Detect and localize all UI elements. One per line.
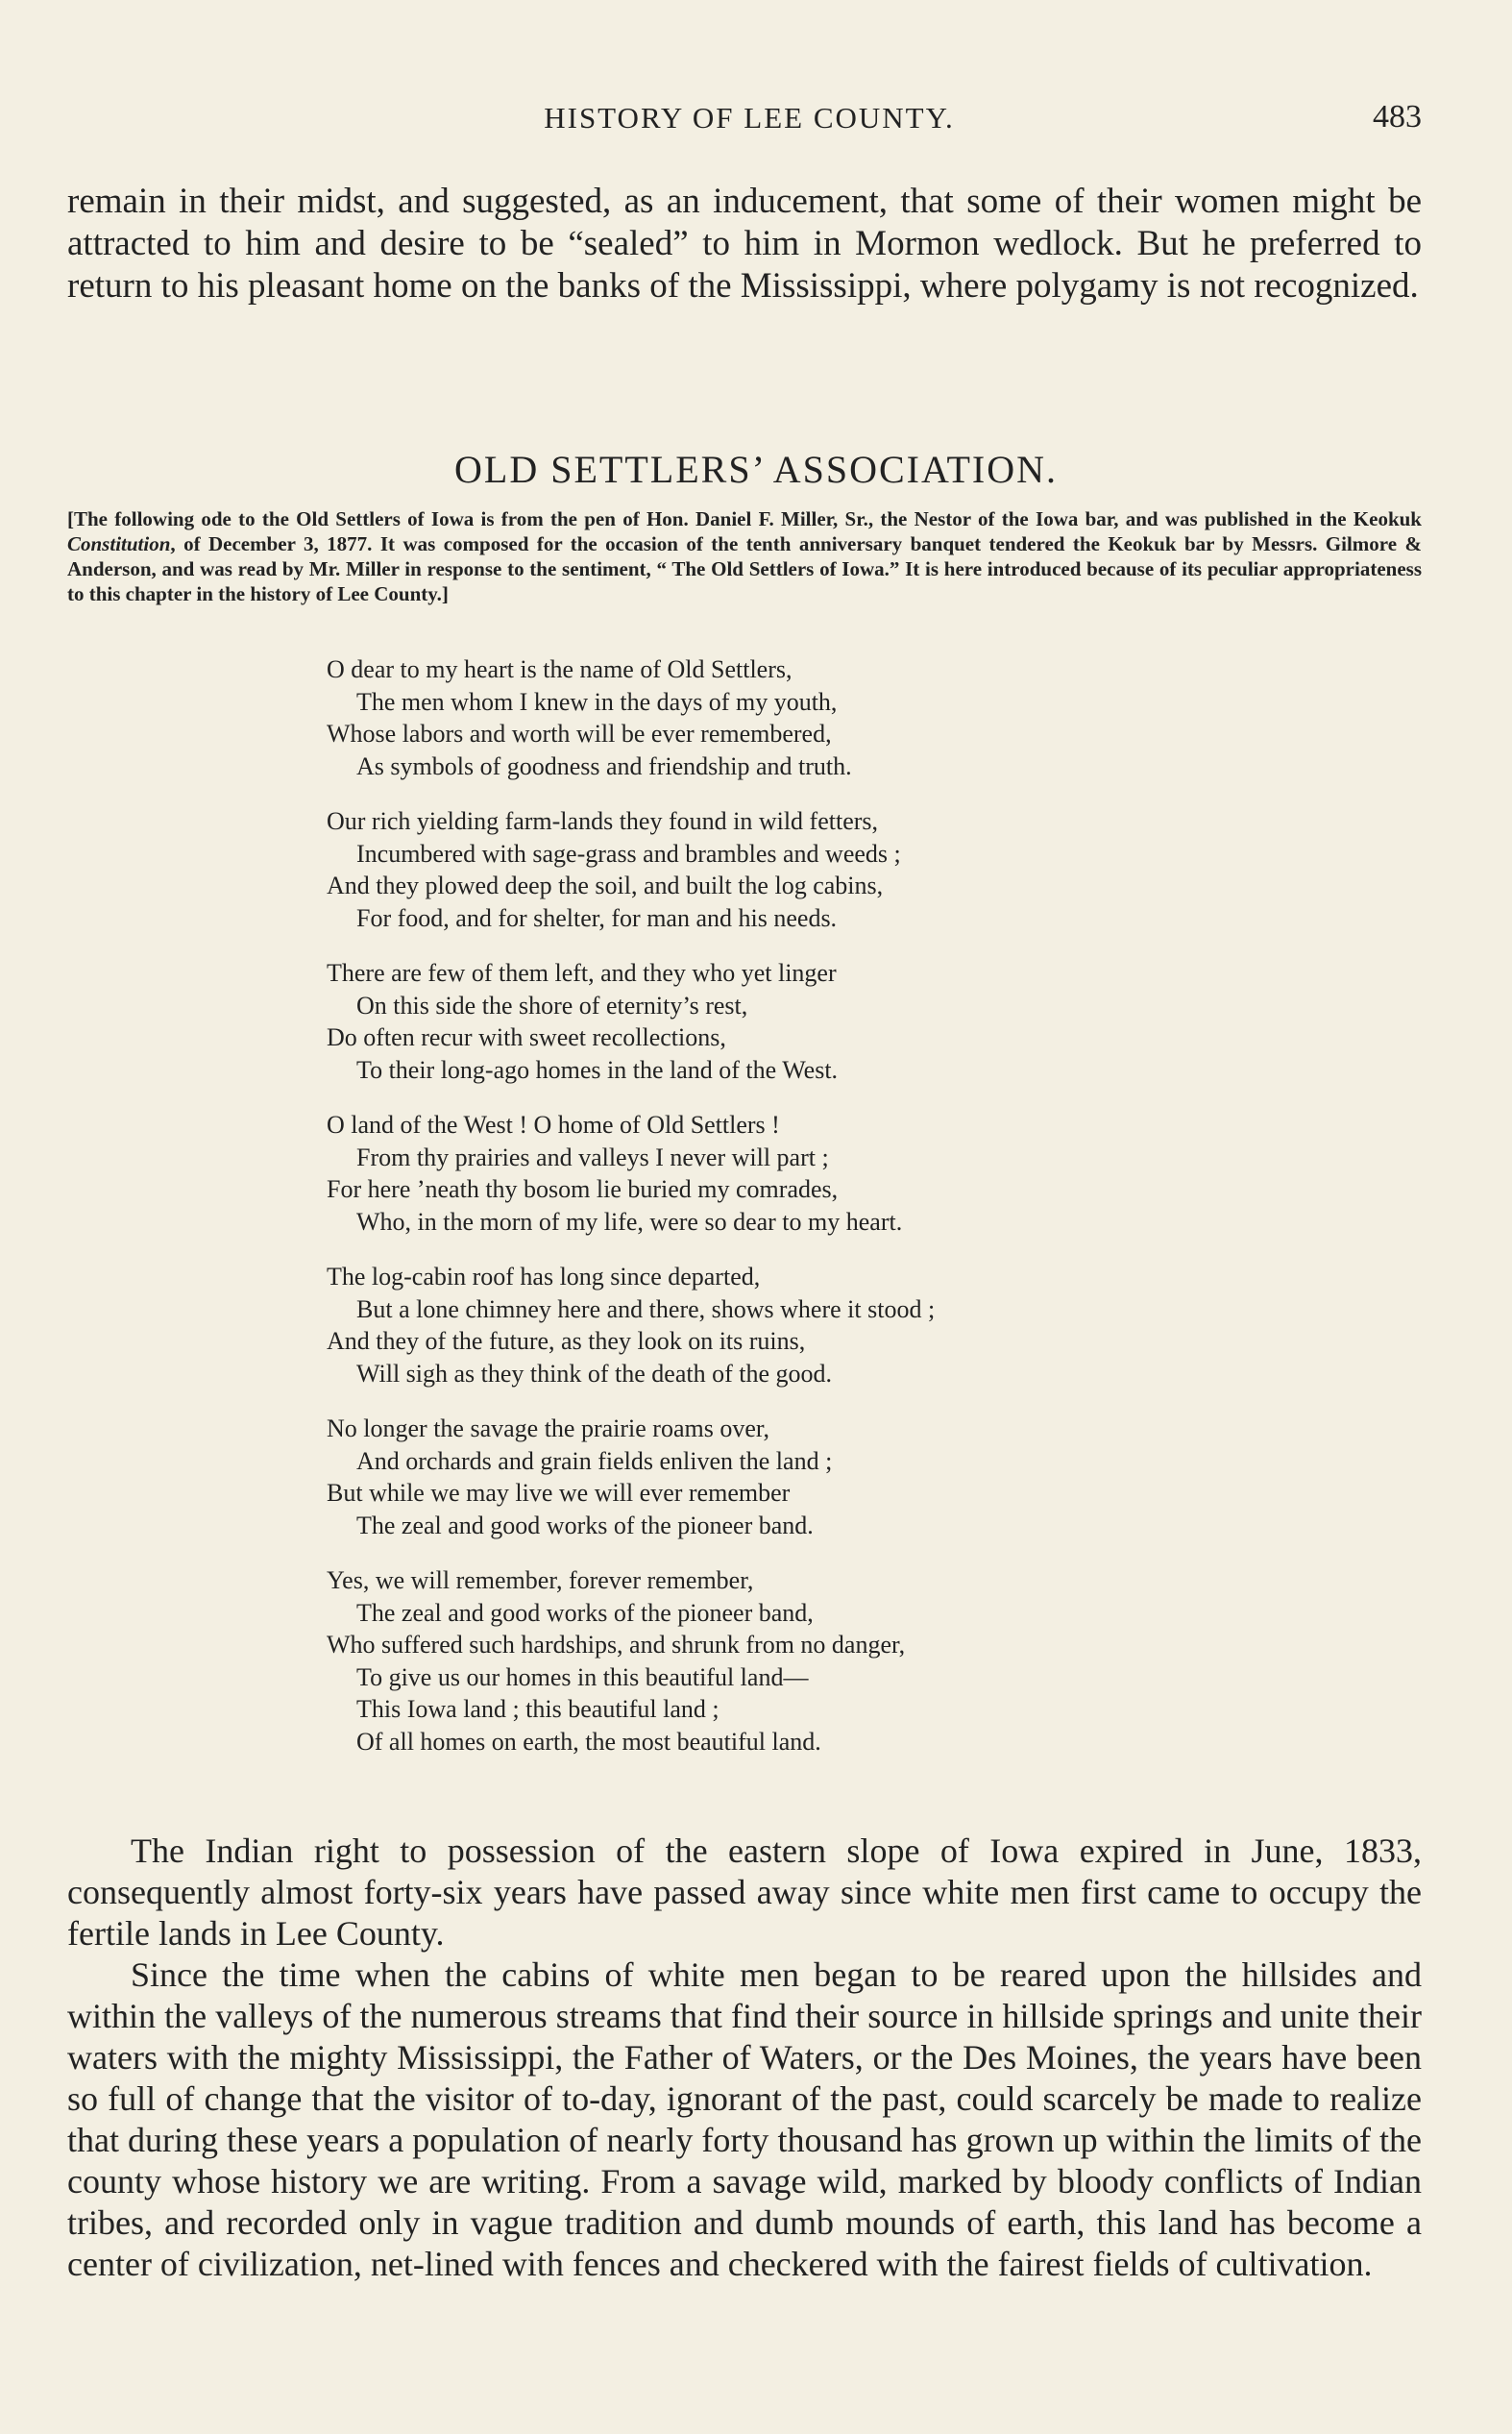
poem-line: Whose labors and worth will be ever remembered, bbox=[327, 720, 832, 748]
poem-stanza bbox=[327, 1564, 1249, 1758]
intro-paragraph: remain in their midst, and suggested, as an inducement, that some of their women might be attracted to him and desire to be “sealed” to him in Mormon wedlock. But he preferred to return to his pleasant home on the banks of the Mississippi, where polygamy is not recognized. bbox=[67, 182, 1422, 306]
poem-line: No longer the savage the prairie roams over, bbox=[327, 1414, 770, 1442]
poem-line: Of all homes on earth, the most beautiful land. bbox=[356, 1727, 821, 1756]
page-number: 483 bbox=[1373, 99, 1422, 135]
poem-line: And they plowed deep the soil, and built the log cabins, bbox=[327, 872, 884, 899]
poem-line: From thy prairies and valleys I never will part ; bbox=[356, 1143, 829, 1171]
poem-line: Yes, we will remember, forever remember, bbox=[327, 1566, 754, 1594]
poem-line: Will sigh as they think of the death of the good. bbox=[356, 1359, 833, 1388]
running-head bbox=[67, 101, 1431, 145]
poem-line: O land of the West ! O home of Old Settlers ! bbox=[327, 1111, 780, 1139]
poem-line: But a lone chimney here and there, shows where it stood ; bbox=[356, 1294, 936, 1323]
poem-line: There are few of them left, and they who yet linger bbox=[327, 959, 837, 987]
poem-stanza bbox=[327, 1109, 1249, 1238]
poem-line: Do often recur with sweet recollections, bbox=[327, 1023, 726, 1051]
editor-note-italic: Constitution bbox=[67, 532, 171, 555]
poem-line: To give us our homes in this beautiful land— bbox=[356, 1662, 809, 1691]
conclusion-paragraph: Since the time when the cabins of white men began to be reared upon the hillsides and within the valleys of the numerous streams that find their source in hillside springs and unite their waters with the mighty Mississippi, the Father of Waters, or the Des Moines, the years have been so full of change that the visitor of to-day, ignorant of the past, could scarcely be made to realize that during these years a population of nearly forty thousand has grown up within the limits of the county whose history we are writing. From a savage wild, marked by bloody conflicts of Indian tribes, and recorded only in vague tradition and dumb mounds of earth, this land has become a center of civilization, net-lined with fences and checkered with the fairest fields of cultivation. bbox=[67, 1955, 1422, 2283]
poem-stanza bbox=[327, 957, 1249, 1086]
poem-stanza bbox=[327, 653, 1249, 782]
poem-line: And they of the future, as they look on its ruins, bbox=[327, 1327, 806, 1355]
poem-line: Who, in the morn of my life, were so dear to my heart. bbox=[356, 1207, 903, 1236]
editor-note bbox=[67, 506, 1422, 606]
poem-line: The log-cabin roof has long since departed, bbox=[327, 1263, 761, 1291]
poem-line: To their long-ago homes in the land of the West. bbox=[356, 1055, 839, 1084]
section-title: OLD SETTLERS’ ASSOCIATION. bbox=[454, 448, 1058, 491]
poem-stanza bbox=[327, 1261, 1249, 1389]
poem-line: Our rich yielding farm-lands they found in wild fetters, bbox=[327, 807, 879, 835]
poem-stanza bbox=[327, 1413, 1249, 1541]
conclusion-text bbox=[67, 1831, 1422, 2285]
poem-line: O dear to my heart is the name of Old Settlers, bbox=[327, 655, 793, 683]
editor-note-text-start: [The following ode to the Old Settlers of Iowa is from the pen of Hon. Daniel F. Miller, Sr., the Nestor of the Iowa bar, and was published in the Keokuk bbox=[67, 507, 1422, 530]
poem-line: The zeal and good works of the pioneer band, bbox=[356, 1598, 814, 1627]
poem-line: As symbols of goodness and friendship and truth. bbox=[356, 751, 852, 780]
conclusion-paragraph: The Indian right to possession of the eastern slope of Iowa expired in June, 1833, consequently almost forty-six years have passed away since white men first came to occupy the fertile lands in Lee County. bbox=[67, 1832, 1422, 1953]
poem-line: Incumbered with sage-grass and brambles and weeds ; bbox=[356, 839, 901, 868]
running-title: HISTORY OF LEE COUNTY. bbox=[544, 101, 955, 135]
poem-line: On this side the shore of eternity’s rest, bbox=[356, 991, 748, 1020]
poem-line: The zeal and good works of the pioneer band. bbox=[356, 1511, 814, 1539]
poem-stanza bbox=[327, 805, 1249, 934]
poem-line: But while we may live we will ever remember bbox=[327, 1479, 791, 1507]
poem-line: This Iowa land ; this beautiful land ; bbox=[356, 1695, 719, 1723]
poem-line: And orchards and grain fields enliven the land ; bbox=[356, 1446, 833, 1475]
poem-line: For food, and for shelter, for man and his needs. bbox=[356, 903, 838, 932]
editor-note-text-end: , of December 3, 1877. It was composed for the occasion of the tenth anniversary banquet tendered the Keokuk bar by Messrs. Gilmore & Anderson, and was read by Mr. Miller in response to the sentiment, “ The Old Settlers of Iowa.” It is here introduced because of its peculiar appropriateness to this chapter in the history of Lee County.] bbox=[67, 532, 1422, 605]
poem-line: Who suffered such hardships, and shrunk from no danger, bbox=[327, 1631, 906, 1659]
poem-line: For here ’neath thy bosom lie buried my comrades, bbox=[327, 1175, 839, 1203]
poem-line: The men whom I knew in the days of my youth, bbox=[356, 687, 838, 716]
poem bbox=[327, 653, 1249, 1781]
